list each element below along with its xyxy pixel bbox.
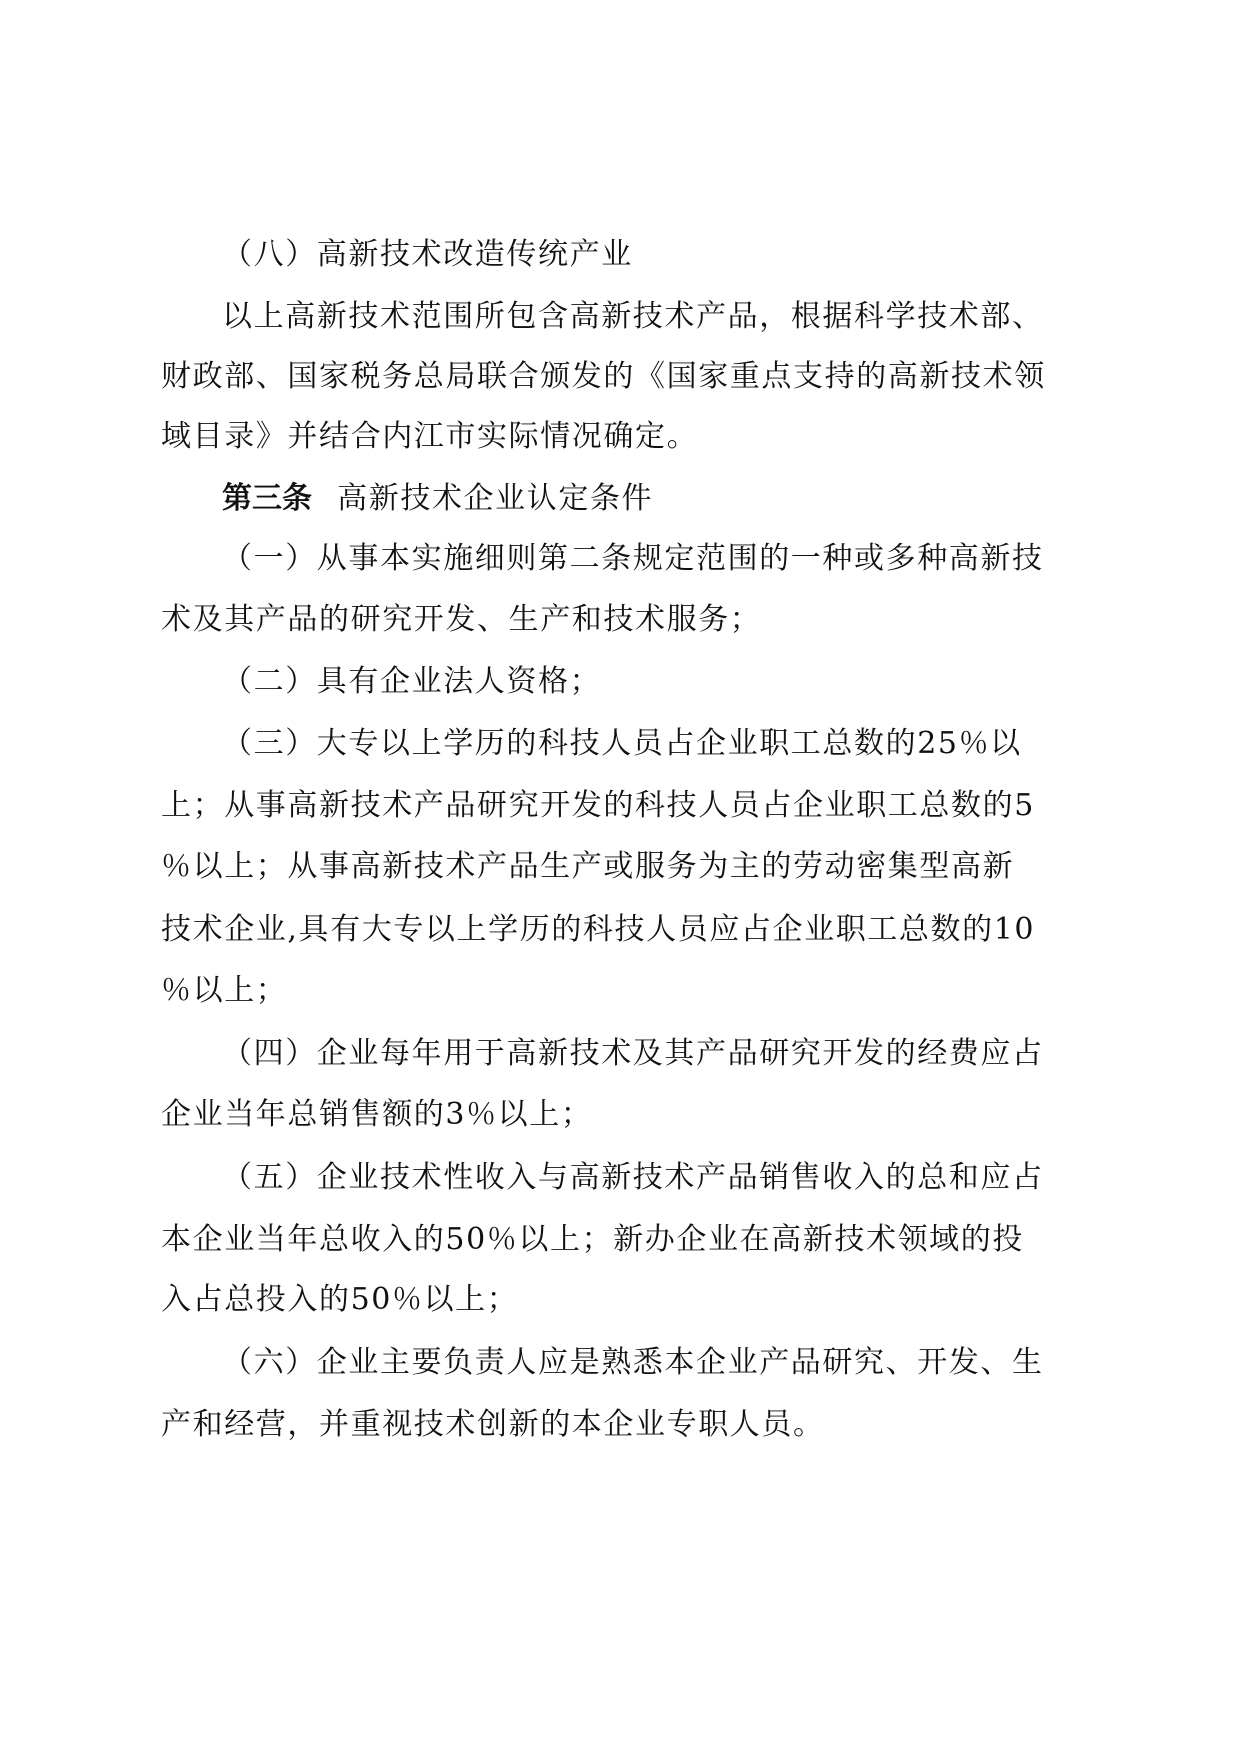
condition-five-cont-2: 入占总投入的50％以上； [161, 1282, 519, 1317]
article-number: 第三条 [222, 481, 312, 516]
text: （八）高新技术改造传统产业 [222, 237, 633, 272]
condition-one: （一）从事本实施细则第二条规定范围的一种或多种高新技 [222, 541, 1044, 576]
article-title: 高新技术企业认定条件 [337, 481, 654, 516]
condition-three-cont-1: 上；从事高新技术产品研究开发的科技人员占企业职工总数的5 [161, 788, 1035, 823]
paragraph-scope-cont-2: 域目录》并结合内江市实际情况确定。 [161, 419, 699, 454]
condition-four: （四）企业每年用于高新技术及其产品研究开发的经费应占 [222, 1036, 1044, 1071]
condition-two: （二）具有企业法人资格； [222, 664, 602, 699]
condition-three-cont-2: ％以上；从事高新技术产品生产或服务为主的劳动密集型高新 [161, 849, 1015, 884]
item-eight [222, 224, 1092, 286]
condition-three-cont-3: 技术企业,具有大专以上学历的科技人员应占企业职工总数的10 [161, 912, 1036, 947]
condition-five-cont-1: 本企业当年总收入的50％以上；新办企业在高新技术领域的投 [161, 1222, 1024, 1257]
condition-three-cont-4: ％以上； [161, 973, 288, 1008]
paragraph-scope: 以上高新技术范围所包含高新技术产品，根据科学技术部、 [222, 299, 1044, 334]
condition-six: （六）企业主要负责人应是熟悉本企业产品研究、开发、生 [222, 1345, 1044, 1380]
condition-three: （三）大专以上学历的科技人员占企业职工总数的25％以 [222, 726, 1022, 761]
condition-five: （五）企业技术性收入与高新技术产品销售收入的总和应占 [222, 1160, 1044, 1195]
paragraph-scope-cont-1: 财政部、国家税务总局联合颁发的《国家重点支持的高新技术领 [161, 359, 1046, 394]
condition-four-cont: 企业当年总销售额的3％以上； [161, 1097, 593, 1132]
article-three-heading [222, 468, 1092, 530]
condition-six-cont: 产和经营，并重视技术创新的本企业专职人员。 [161, 1407, 825, 1442]
condition-one-cont: 术及其产品的研究开发、生产和技术服务； [161, 602, 762, 637]
